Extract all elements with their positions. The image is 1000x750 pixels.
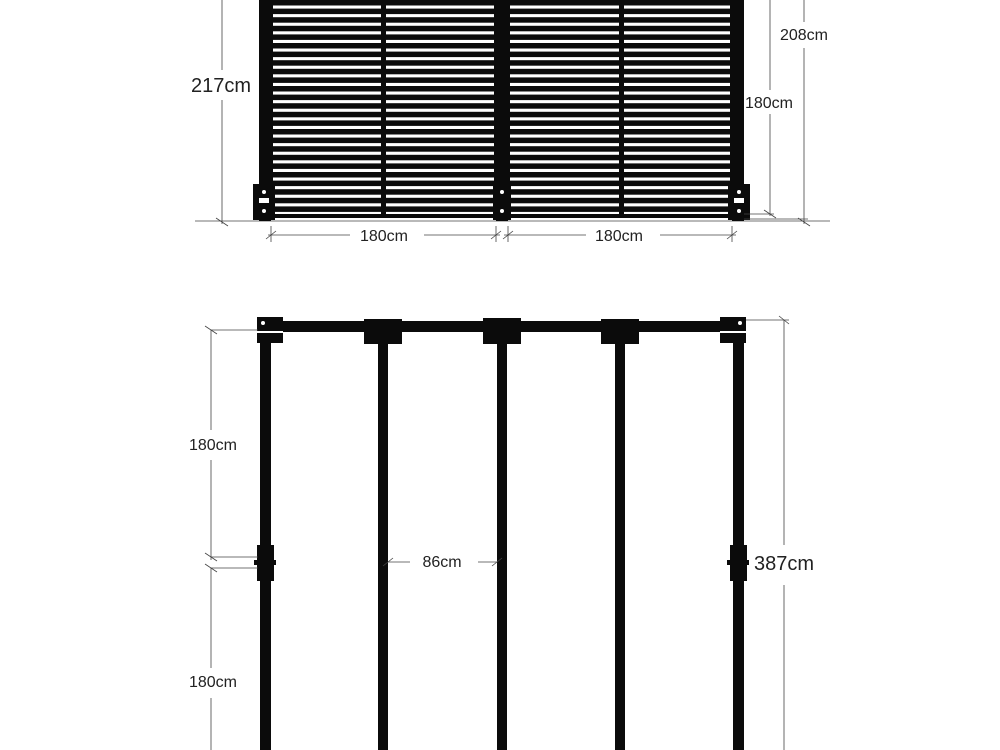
plan-connector-left [257,317,283,343]
batten-left [381,0,386,216]
label-height-217: 217cm [190,75,252,97]
base-bracket-middle [493,184,511,220]
label-depth-top: 180cm [188,437,238,454]
plan-connector-4 [601,319,639,344]
label-width-left: 180cm [359,228,409,245]
base-bracket-right [728,184,750,220]
plan-member-2 [378,332,388,750]
label-height-208: 208cm [779,27,829,44]
plan-member-1 [260,332,271,750]
plan-mid-joint-left [254,545,276,581]
plan-member-4 [615,332,625,750]
label-length-total: 387cm [753,553,815,575]
plan-connector-right [720,317,746,343]
plan-member-3 [497,332,507,750]
batten-right [619,0,624,216]
plan-member-5 [733,332,744,750]
label-height-180: 180cm [744,95,794,112]
label-depth-bottom: 180cm [188,674,238,691]
plan-connector-3 [483,318,521,344]
plan-view [189,316,814,750]
elevation-view [191,0,830,245]
plan-connector-2 [364,319,402,344]
label-width-right: 180cm [594,228,644,245]
label-spacing: 86cm [422,554,462,571]
base-bracket-left [253,184,275,220]
plan-mid-joint-right [727,545,749,581]
